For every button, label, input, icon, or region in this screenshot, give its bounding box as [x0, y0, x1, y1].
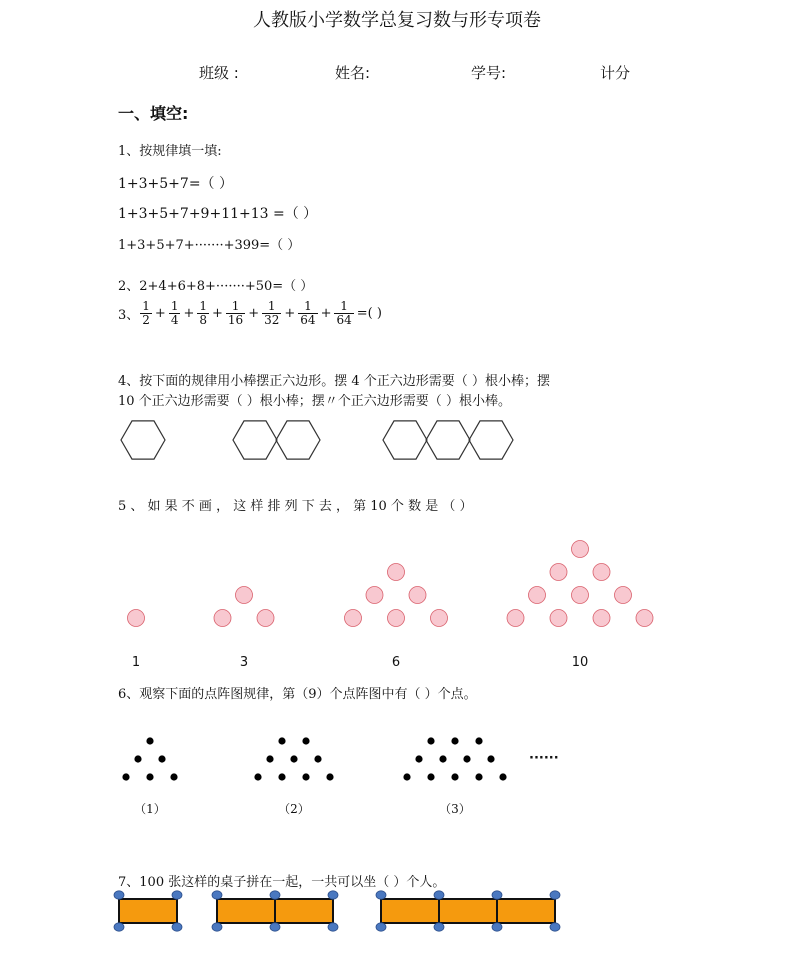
pink-circle	[550, 610, 567, 627]
seat-dot	[172, 923, 182, 931]
plus-sign: +	[284, 306, 296, 321]
table-rect	[217, 899, 275, 923]
dot	[475, 737, 482, 744]
dot-array-label: （1）	[134, 802, 166, 816]
seat-dot	[270, 891, 280, 899]
seat-dot	[376, 891, 386, 899]
hexagon	[383, 421, 427, 459]
dot	[314, 755, 321, 762]
hexagon	[233, 421, 277, 459]
hexagon	[276, 421, 320, 459]
fraction-denominator: 8	[199, 313, 208, 327]
circle-count-label: 6	[391, 655, 401, 670]
seat-dot	[550, 891, 560, 899]
pink-circle	[507, 610, 524, 627]
seat-dot	[270, 923, 280, 931]
dot	[302, 737, 309, 744]
seat-dot	[434, 923, 444, 931]
seat-dot	[172, 891, 182, 899]
dot	[415, 755, 422, 762]
seat-dot	[328, 891, 338, 899]
pink-circle	[409, 587, 426, 604]
seat-dot	[328, 923, 338, 931]
table-rect	[497, 899, 555, 923]
question-6-text: 6、观察下面的点阵图规律，第（9）个点阵图中有（ ）个点。	[118, 687, 477, 702]
section-heading: 一、填空:	[118, 104, 189, 123]
dot	[278, 737, 285, 744]
dot-array-figures	[122, 737, 506, 780]
question-4-line-2: 10 个正六边形需要（ ）根小棒；摆〃个正六边形需要（ ）根小棒。	[118, 394, 511, 409]
dot	[427, 737, 434, 744]
plus-sign: +	[320, 306, 332, 321]
question-2-text: 2、2+4+6+8+·······+50=（ ）	[118, 279, 314, 294]
question-7-text: 7、100 张这样的桌子拼在一起，一共可以坐（ ）个人。	[118, 875, 446, 890]
dot-array-labels	[134, 751, 558, 816]
hexagon	[426, 421, 470, 459]
question-1-line-1: 1+3+5+7=（ ）	[118, 176, 234, 192]
fraction-denominator: 2	[142, 313, 150, 327]
seat-dot	[114, 891, 124, 899]
circle-count-labels	[132, 655, 588, 670]
seat-dot	[492, 923, 502, 931]
dot	[302, 773, 309, 780]
seat-dot	[114, 923, 124, 931]
dot	[451, 773, 458, 780]
seat-dot	[492, 891, 502, 899]
question-1-line-2: 1+3+5+7+9+11+13 =（ ）	[118, 206, 318, 222]
circle-count-label: 1	[131, 655, 141, 670]
name-label: 姓名:	[335, 64, 371, 82]
fraction-numerator: 1	[298, 300, 317, 314]
dot	[122, 773, 129, 780]
pink-circle	[572, 541, 589, 558]
fraction-numerator: 1	[262, 300, 281, 314]
circle-count-label: 3	[239, 655, 249, 670]
pink-circle	[636, 610, 653, 627]
pink-circle	[593, 610, 610, 627]
dot	[487, 755, 494, 762]
circle-triangle-figures	[128, 541, 654, 627]
dot	[475, 773, 482, 780]
plus-sign: +	[154, 306, 166, 321]
fraction-numerator: 1	[226, 300, 245, 314]
dot	[290, 755, 297, 762]
dot	[134, 755, 141, 762]
pink-circle	[214, 610, 231, 627]
dot	[499, 773, 506, 780]
dot	[254, 773, 261, 780]
dot	[170, 773, 177, 780]
question-5-text: 5 、 如 果 不 画 ， 这 样 排 列 下 去 ， 第 10 个 数 是 （ ）	[118, 499, 473, 514]
pink-circle	[388, 610, 405, 627]
dot-array-label: （3）	[439, 802, 471, 816]
dot	[463, 755, 470, 762]
pink-circle	[257, 610, 274, 627]
circle-count-label: 10	[571, 655, 589, 670]
seat-dot	[212, 891, 222, 899]
seat-dot	[434, 891, 444, 899]
dot-array-label: （2）	[278, 802, 310, 816]
pink-circle	[550, 564, 567, 581]
pink-circle	[388, 564, 405, 581]
fraction-denominator: 64	[336, 313, 352, 327]
hexagon	[469, 421, 513, 459]
dot	[278, 773, 285, 780]
plus-sign: +	[248, 306, 260, 321]
seat-dot	[212, 923, 222, 931]
class-label: 班级 :	[199, 64, 239, 82]
table-rect	[119, 899, 177, 923]
question-3-answer-blank: =( )	[356, 306, 382, 321]
question-1-line-3: 1+3+5+7+·······+399=（ ）	[118, 238, 301, 253]
pink-circle	[236, 587, 253, 604]
dot	[403, 773, 410, 780]
dot	[427, 773, 434, 780]
fraction-numerator: 1	[142, 299, 150, 313]
ellipsis: ······	[529, 751, 559, 766]
dot	[266, 755, 273, 762]
seat-dot	[376, 923, 386, 931]
table-figures	[114, 891, 560, 931]
question-1-text: 1、按规律填一填:	[118, 144, 222, 159]
fraction-denominator: 64	[300, 313, 316, 327]
hexagon-figures	[121, 421, 513, 459]
hexagon	[121, 421, 165, 459]
fraction-denominator: 4	[170, 313, 179, 327]
pink-circle	[128, 610, 145, 627]
table-rect	[439, 899, 497, 923]
pink-circle	[615, 587, 632, 604]
seat-dot	[550, 923, 560, 931]
question-4-line-1: 4、按下面的规律用小棒摆正六边形。摆 4 个正六边形需要（ ）根小棒；摆	[118, 374, 550, 389]
fraction-denominator: 16	[227, 313, 244, 327]
plus-sign: +	[212, 306, 223, 321]
pink-circle	[572, 587, 589, 604]
fraction-numerator: 1	[334, 300, 353, 314]
fraction-denominator: 32	[264, 313, 280, 327]
pink-circle	[431, 610, 448, 627]
pink-circle	[345, 610, 362, 627]
dot	[158, 755, 165, 762]
page-title: 人教版小学数学总复习数与形专项卷	[253, 10, 541, 31]
fraction-numerator: 1	[170, 299, 179, 313]
pink-circle	[529, 587, 546, 604]
table-rect	[381, 899, 439, 923]
question-3-prefix: 3、	[118, 308, 140, 323]
student-id-label: 学号:	[471, 64, 507, 82]
fraction-numerator: 1	[199, 299, 208, 313]
table-rect	[275, 899, 333, 923]
pink-circle	[593, 564, 610, 581]
dot	[439, 755, 446, 762]
dot	[146, 737, 153, 744]
score-label: 计分	[600, 64, 631, 82]
dot	[146, 773, 153, 780]
dot	[451, 737, 458, 744]
dot	[326, 773, 333, 780]
pink-circle	[366, 587, 383, 604]
plus-sign: +	[183, 306, 195, 321]
